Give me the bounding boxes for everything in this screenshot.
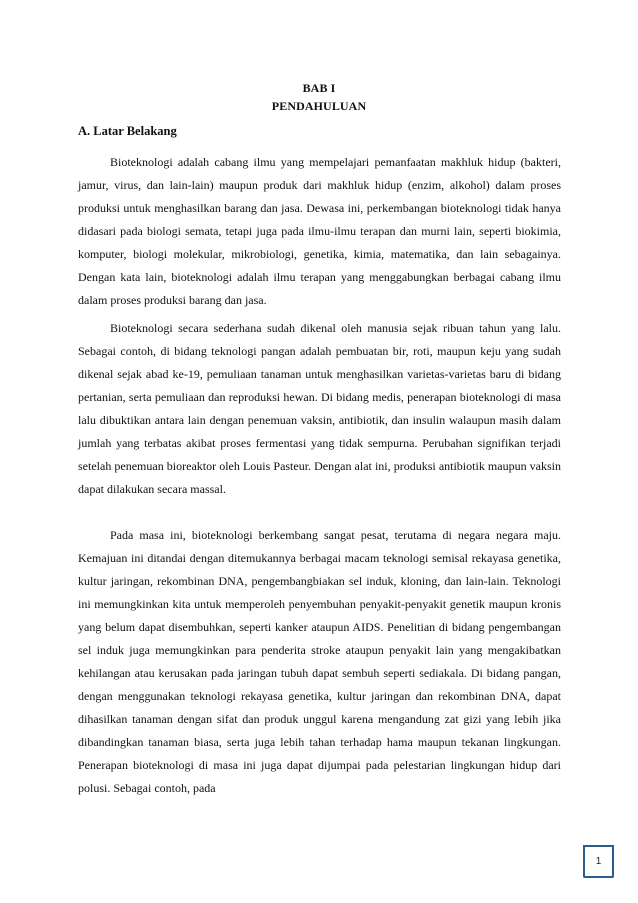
body-paragraph-3: Pada masa ini, bioteknologi berkembang sangat pesat, terutama di negara negara maju. Kemajuan ini ditandai dengan ditemukannya berbagai macam teknologi semisal rekayasa genetika, kultur jaringan, rekombinan DNA, pengembangbiakan sel induk, kloning, dan lain-lain. Teknologi ini memungkinkan kita untuk memperoleh penyembuhan penyakit-penyakit genetik maupun kronis yang belum dapat disembuhkan, seperti kanker ataupun AIDS. Penelitian di bidang pengembangan sel induk juga memungkinkan para penderita stroke ataupun penyakit lain yang mengakibatkan kehilangan atau kerusakan pada jaringan tubuh dapat sembuh seperti sediakala. Di bidang pangan, dengan menggunakan teknologi rekayasa genetika, kultur jaringan dan rekombinan DNA, dapat dihasilkan tanaman dengan sifat dan produk unggul karena mengandung zat gizi yang lebih jika dibandingkan tanaman biasa, serta juga lebih tahan terhadap hama maupun tekanan lingkungan. Penerapan bioteknologi di masa ini juga dapat dijumpai pada pelestarian lingkungan hidup dari polusi. Sebagai contoh, pada: [78, 528, 561, 795]
page-number-frame: [583, 845, 614, 878]
chapter-number: BAB I: [302, 81, 336, 95]
chapter-title: PENDAHULUAN: [271, 99, 367, 113]
body-paragraph-2: Bioteknologi secara sederhana sudah dikenal oleh manusia sejak ribuan tahun yang lalu. Sebagai contoh, di bidang teknologi pangan adalah pembuatan bir, roti, maupun keju yang sudah dikenal sejak abad ke-19, pemuliaan tanaman untuk menghasilkan varietas-varietas baru di bidang pertanian, serta pemuliaan dan reproduksi hewan. Di bidang medis, penerapan bioteknologi di masa lalu dibuktikan antara lain dengan penemuan vaksin, antibiotik, dan insulin walaupun masih dalam jumlah yang terbatas akibat proses fermentasi yang tidak sempurna. Perubahan signifikan terjadi setelah penemuan bioreaktor oleh Louis Pasteur. Dengan alat ini, produksi antibiotik maupun vaksin dapat dilakukan secara massal.: [78, 321, 561, 496]
body-paragraph-1: Bioteknologi adalah cabang ilmu yang mempelajari pemanfaatan makhluk hidup (bakteri, jamur, virus, dan lain-lain) maupun produk dari makhluk hidup (enzim, alkohol) dalam proses produksi untuk menghasilkan barang dan jasa. Dewasa ini, perkembangan bioteknologi tidak hanya didasari pada biologi semata, tetapi juga pada ilmu-ilmu terapan dan murni lain, seperti biokimia, komputer, biologi molekular, mikrobiologi, genetika, kimia, matematika, dan lain sebagainya. Dengan kata lain, bioteknologi adalah ilmu terapan yang menggabungkan berbagai cabang ilmu dalam proses produksi barang dan jasa.: [78, 155, 561, 307]
section-title: A. Latar Belakang: [78, 124, 177, 138]
chapter-heading: [0, 79, 638, 115]
page-number: 1: [595, 856, 602, 867]
